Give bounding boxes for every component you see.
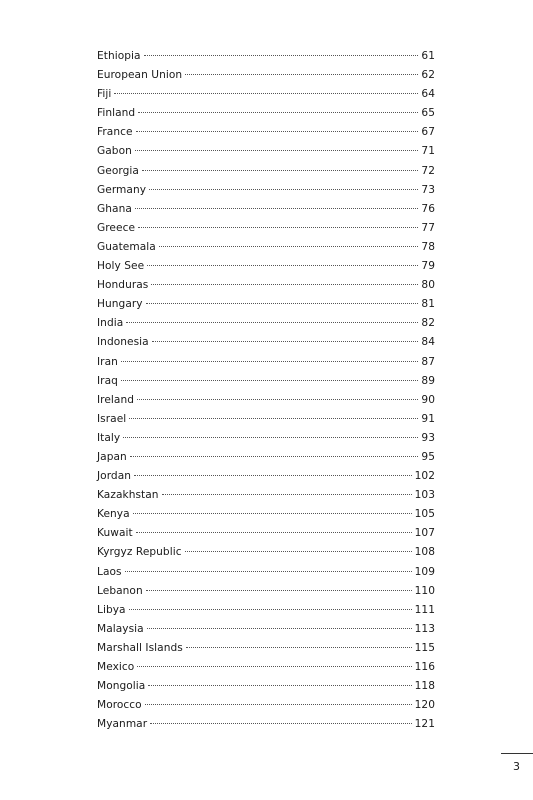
dot-leader — [136, 532, 412, 533]
table-of-contents — [97, 47, 435, 734]
toc-entry-page: 93 — [421, 431, 435, 444]
toc-entry[interactable] — [97, 467, 435, 486]
dot-leader — [185, 74, 418, 75]
toc-entry-page: 76 — [421, 202, 435, 215]
toc-entry-page: 95 — [421, 450, 435, 463]
toc-entry[interactable] — [97, 601, 435, 620]
toc-entry-name: Honduras — [97, 279, 149, 292]
footer-rule — [501, 753, 533, 754]
toc-entry[interactable] — [97, 104, 435, 123]
dot-leader — [145, 704, 412, 705]
toc-entry-page: 91 — [421, 412, 435, 425]
toc-entry-name: Malaysia — [97, 622, 144, 635]
toc-entry-name: Fiji — [97, 88, 112, 101]
toc-entry-page: 120 — [414, 699, 435, 712]
toc-entry[interactable] — [97, 47, 435, 66]
toc-entry-name: Iraq — [97, 374, 118, 387]
toc-entry[interactable] — [97, 257, 435, 276]
toc-entry-name: Kenya — [97, 508, 130, 521]
dot-leader — [186, 647, 412, 648]
toc-entry[interactable] — [97, 238, 435, 257]
toc-entry[interactable] — [97, 219, 435, 238]
dot-leader — [142, 170, 418, 171]
dot-leader — [162, 494, 412, 495]
dot-leader — [148, 685, 411, 686]
toc-entry-name: Laos — [97, 565, 122, 578]
toc-entry[interactable] — [97, 85, 435, 104]
toc-entry-name: Italy — [97, 431, 121, 444]
toc-entry[interactable] — [97, 162, 435, 181]
toc-entry-page: 82 — [421, 317, 435, 330]
toc-entry[interactable] — [97, 410, 435, 429]
toc-entry-page: 107 — [414, 527, 435, 540]
toc-entry[interactable] — [97, 142, 435, 161]
toc-entry[interactable] — [97, 295, 435, 314]
dot-leader — [151, 284, 418, 285]
toc-entry-name: India — [97, 317, 124, 330]
toc-entry[interactable] — [97, 314, 435, 333]
toc-entry-name: Ireland — [97, 393, 134, 406]
dot-leader — [147, 628, 412, 629]
toc-entry-page: 89 — [421, 374, 435, 387]
dot-leader — [136, 131, 418, 132]
dot-leader — [135, 208, 418, 209]
toc-entry[interactable] — [97, 715, 435, 734]
toc-entry[interactable] — [97, 563, 435, 582]
toc-entry-name: Lebanon — [97, 584, 143, 597]
toc-entry-name: Iran — [97, 355, 118, 368]
toc-entry-name: Hungary — [97, 298, 143, 311]
toc-entry-page: 115 — [414, 641, 435, 654]
page-number: 3 — [513, 760, 520, 773]
toc-entry-page: 81 — [421, 298, 435, 311]
toc-entry[interactable] — [97, 582, 435, 601]
toc-entry-page: 80 — [421, 279, 435, 292]
toc-entry-name: Libya — [97, 603, 126, 616]
toc-entry-name: Georgia — [97, 164, 139, 177]
toc-entry-name: European Union — [97, 69, 183, 82]
dot-leader — [147, 265, 418, 266]
toc-entry-name: Guatemala — [97, 240, 156, 253]
dot-leader — [125, 571, 412, 572]
toc-entry-name: Indonesia — [97, 336, 149, 349]
toc-entry-page: 67 — [421, 126, 435, 139]
toc-entry[interactable] — [97, 543, 435, 562]
toc-entry-page: 108 — [414, 546, 435, 559]
toc-entry-name: Ghana — [97, 202, 132, 215]
dot-leader — [129, 609, 412, 610]
toc-entry-name: Ethiopia — [97, 50, 141, 62]
toc-entry[interactable] — [97, 696, 435, 715]
dot-leader — [149, 189, 418, 190]
toc-entry-page: 73 — [421, 183, 435, 196]
toc-entry-page: 121 — [414, 718, 435, 731]
dot-leader — [130, 456, 418, 457]
toc-entry[interactable] — [97, 391, 435, 410]
toc-entry[interactable] — [97, 353, 435, 372]
dot-leader — [126, 322, 418, 323]
toc-entry[interactable] — [97, 639, 435, 658]
dot-leader — [133, 513, 412, 514]
dot-leader — [137, 399, 418, 400]
toc-entry[interactable] — [97, 677, 435, 696]
toc-entry[interactable] — [97, 66, 435, 85]
toc-entry-page: 116 — [414, 661, 435, 673]
toc-entry-page: 78 — [421, 240, 435, 253]
toc-entry-page: 79 — [421, 260, 435, 273]
toc-entry-name: Kyrgyz Republic — [97, 546, 182, 559]
dot-leader — [138, 227, 418, 228]
toc-entry-name: Gabon — [97, 145, 132, 158]
dot-leader — [138, 112, 418, 113]
toc-entry-name: Holy See — [97, 260, 145, 273]
toc-entry-page: 110 — [414, 584, 435, 597]
toc-entry-name: Jordan — [97, 470, 132, 483]
toc-entry-page: 118 — [414, 680, 435, 693]
toc-entry[interactable] — [97, 181, 435, 200]
toc-entry-name: Japan — [97, 450, 127, 463]
dot-leader — [121, 380, 418, 381]
toc-entry-name: Germany — [97, 183, 147, 196]
toc-entry-name: Kuwait — [97, 527, 133, 540]
toc-entry-name: Finland — [97, 107, 136, 120]
toc-entry-name: Mongolia — [97, 680, 146, 693]
toc-entry-page: 72 — [421, 164, 435, 177]
toc-entry-page: 62 — [421, 69, 435, 82]
dot-leader — [114, 93, 418, 94]
toc-entry[interactable] — [97, 200, 435, 219]
toc-entry-page: 87 — [421, 355, 435, 368]
toc-entry-page: 65 — [421, 107, 435, 120]
toc-entry[interactable] — [97, 448, 435, 467]
dot-leader — [134, 475, 412, 476]
toc-entry-name: Marshall Islands — [97, 641, 183, 654]
dot-leader — [159, 246, 418, 247]
dot-leader — [121, 361, 418, 362]
toc-entry-name: Myanmar — [97, 718, 148, 731]
toc-entry[interactable] — [97, 524, 435, 543]
toc-entry[interactable] — [97, 123, 435, 142]
dot-leader — [135, 150, 418, 151]
dot-leader — [150, 723, 411, 724]
toc-entry-page: 84 — [421, 336, 435, 349]
toc-entry-page: 109 — [414, 565, 435, 578]
dot-leader — [146, 303, 418, 304]
toc-entry-page: 71 — [421, 145, 435, 158]
toc-entry-name: Israel — [97, 412, 127, 425]
toc-entry-page: 64 — [421, 88, 435, 101]
dot-leader — [129, 418, 418, 419]
toc-entry[interactable] — [97, 620, 435, 639]
toc-entry[interactable] — [97, 372, 435, 391]
toc-entry-page: 113 — [414, 622, 435, 635]
toc-entry[interactable] — [97, 658, 435, 677]
dot-leader — [123, 437, 418, 438]
toc-entry[interactable] — [97, 505, 435, 524]
toc-entry-name: Greece — [97, 221, 136, 234]
toc-entry-name: Kazakhstan — [97, 489, 159, 502]
toc-entry[interactable] — [97, 276, 435, 295]
toc-entry[interactable] — [97, 429, 435, 448]
toc-entry-page: 105 — [414, 508, 435, 521]
toc-entry[interactable] — [97, 486, 435, 505]
toc-entry-name: Morocco — [97, 699, 142, 712]
dot-leader — [146, 590, 412, 591]
toc-entry-page: 111 — [414, 603, 435, 616]
dot-leader — [137, 666, 411, 667]
toc-entry-page: 103 — [414, 489, 435, 502]
toc-entry-page: 102 — [414, 470, 435, 483]
toc-entry-name: Mexico — [97, 661, 135, 673]
toc-entry-name: France — [97, 126, 133, 139]
toc-entry-page: 90 — [421, 393, 435, 406]
dot-leader — [152, 341, 418, 342]
toc-entry-page: 77 — [421, 221, 435, 234]
dot-leader — [144, 55, 418, 56]
toc-entry[interactable] — [97, 333, 435, 352]
toc-entry-page: 61 — [421, 50, 435, 62]
dot-leader — [185, 551, 412, 552]
